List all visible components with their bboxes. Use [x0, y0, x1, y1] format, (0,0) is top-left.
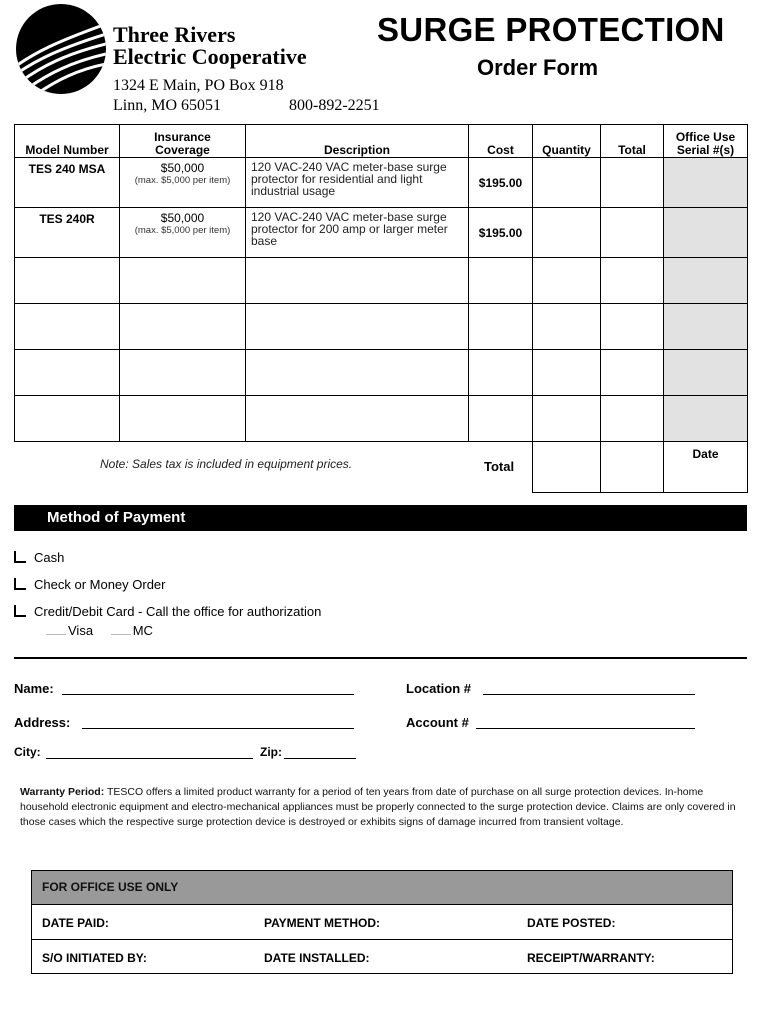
- checkbox-icon[interactable]: [14, 578, 26, 590]
- payment-header: Method of Payment: [14, 505, 747, 531]
- total-cell[interactable]: [601, 208, 664, 258]
- total-label: Total: [484, 459, 515, 474]
- address-field[interactable]: [82, 728, 354, 729]
- payment-option-check[interactable]: Check or Money Order: [14, 577, 166, 592]
- sales-tax-note: Note: Sales tax is included in equipment prices.: [100, 457, 353, 471]
- office-use-header: FOR OFFICE USE ONLY: [32, 871, 732, 905]
- account-label: Account #: [406, 715, 469, 730]
- coop-logo: [16, 4, 106, 94]
- checkbox-icon[interactable]: [14, 605, 26, 617]
- location-field[interactable]: [483, 694, 695, 695]
- col-cost: Cost: [469, 125, 533, 158]
- name-field[interactable]: [62, 694, 354, 695]
- cost-cell: $195.00: [469, 158, 533, 208]
- payment-method-label: PAYMENT METHOD:: [264, 916, 381, 930]
- order-table: [14, 124, 748, 493]
- date-cell[interactable]: Date: [664, 442, 748, 493]
- city-label: City:: [14, 745, 41, 759]
- checkbox-icon[interactable]: [14, 551, 26, 563]
- table-header-row: [15, 125, 748, 158]
- visa-label: Visa: [68, 623, 94, 638]
- name-label: Name:: [14, 681, 54, 696]
- coverage-cell: $50,000 (max. $5,000 per item): [120, 208, 246, 258]
- col-total: Total: [601, 125, 664, 158]
- col-description: Description: [246, 125, 469, 158]
- coverage-cell: $50,000 (max. $5,000 per item): [120, 158, 246, 208]
- table-row-empty[interactable]: [15, 304, 748, 350]
- payment-option-cash[interactable]: Cash: [14, 550, 64, 565]
- description-cell: 120 VAC-240 VAC meter-base surge protector for residential and light industrial usage: [246, 158, 469, 208]
- cost-cell: $195.00: [469, 208, 533, 258]
- model-cell: TES 240R: [15, 208, 120, 258]
- office-row: [32, 940, 732, 974]
- col-model-number: Model Number: [15, 125, 120, 158]
- table-row: [15, 158, 748, 208]
- address-label: Address:: [14, 715, 71, 730]
- col-insurance-coverage: Insurance Coverage: [120, 125, 246, 158]
- coop-name: Three Rivers Electric Cooperative: [113, 22, 307, 69]
- date-installed-label: DATE INSTALLED:: [264, 951, 370, 965]
- mc-blank[interactable]: [111, 634, 131, 635]
- account-field[interactable]: [476, 728, 695, 729]
- coop-city-state: Linn, MO 65051: [113, 97, 221, 114]
- table-row-empty[interactable]: [15, 350, 748, 396]
- warranty-text: Warranty Period: TESCO offers a limited product warranty for a period of ten years from date of purchase on all surge protection devices. In-home household electronic equipment and electro-mechanical appliances must be properly connected to the surge protection device. Claims are only covered in those cases which the respective surge protection device is destroyed or exhibits signs of damage incurred from transient voltage.: [20, 786, 736, 828]
- mc-label: MC: [132, 623, 153, 638]
- grand-total-cell[interactable]: [601, 442, 664, 493]
- col-office-use-serial: Office Use Serial #(s): [664, 125, 748, 158]
- grand-quantity-cell[interactable]: [533, 442, 601, 493]
- col-quantity: Quantity: [533, 125, 601, 158]
- table-row-empty[interactable]: [15, 258, 748, 304]
- office-row: [32, 905, 732, 940]
- table-row-empty[interactable]: [15, 396, 748, 442]
- table-row: [15, 208, 748, 258]
- quantity-cell[interactable]: [533, 158, 601, 208]
- form-subtitle: Order Form: [477, 55, 599, 80]
- section-divider: [14, 657, 747, 659]
- serial-cell: [664, 158, 748, 208]
- coop-phone: 800-892-2251: [289, 97, 380, 114]
- receipt-warranty-label: RECEIPT/WARRANTY:: [527, 951, 655, 965]
- date-paid-label: DATE PAID:: [42, 916, 109, 930]
- coop-address: 1324 E Main, PO Box 918: [113, 77, 284, 94]
- card-type-options: [46, 623, 153, 638]
- city-field[interactable]: [46, 758, 253, 759]
- quantity-cell[interactable]: [533, 208, 601, 258]
- zip-field[interactable]: [284, 758, 356, 759]
- payment-option-card[interactable]: Credit/Debit Card - Call the office for authorization: [14, 604, 321, 619]
- date-posted-label: DATE POSTED:: [527, 916, 616, 930]
- office-use-box: [31, 870, 733, 974]
- visa-blank[interactable]: [46, 634, 66, 635]
- total-cell[interactable]: [601, 158, 664, 208]
- location-label: Location #: [406, 681, 472, 696]
- model-cell: TES 240 MSA: [15, 158, 120, 208]
- so-initiated-label: S/O INITIATED BY:: [42, 951, 147, 965]
- logo-lines-icon: [16, 4, 106, 94]
- form-title: SURGE PROTECTION: [377, 11, 725, 48]
- description-cell: 120 VAC-240 VAC meter-base surge protector for 200 amp or larger meter base: [246, 208, 469, 258]
- serial-cell: [664, 208, 748, 258]
- zip-label: Zip:: [260, 745, 282, 759]
